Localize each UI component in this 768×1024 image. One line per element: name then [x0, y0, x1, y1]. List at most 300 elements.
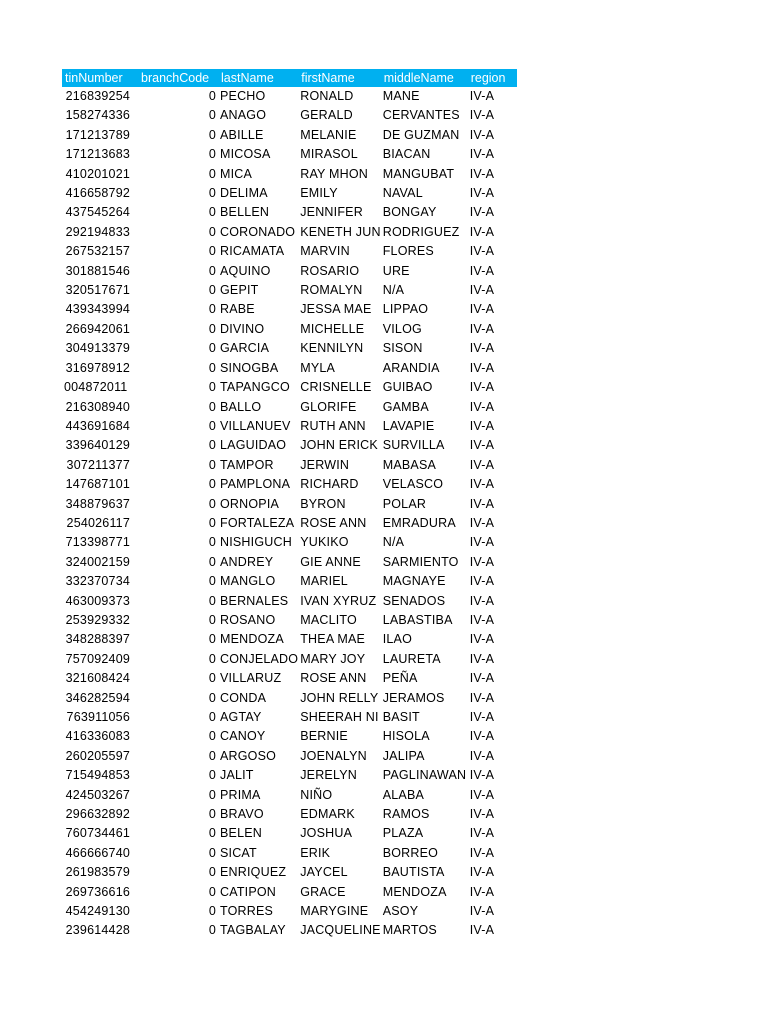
- cell-lastname[interactable]: CONJELADO: [220, 651, 299, 666]
- table-row[interactable]: [62, 359, 517, 378]
- cell-tinnumber[interactable]: 760734461: [65, 826, 130, 841]
- cell-branchcode[interactable]: 0: [208, 651, 216, 666]
- column-header-lastname[interactable]: lastName: [221, 71, 274, 85]
- cell-middlename[interactable]: GAMBA: [382, 399, 429, 414]
- table-row[interactable]: [62, 902, 517, 921]
- cell-region[interactable]: IV-A: [469, 477, 495, 492]
- cell-tinnumber[interactable]: 296632892: [65, 807, 130, 822]
- cell-tinnumber[interactable]: 321608424: [65, 671, 130, 686]
- cell-lastname[interactable]: AGTAY: [220, 710, 262, 724]
- cell-branchcode[interactable]: 0: [208, 826, 216, 841]
- cell-lastname[interactable]: DELIMA: [220, 186, 268, 201]
- cell-branchcode[interactable]: 0: [208, 360, 216, 375]
- cell-firstname[interactable]: MYLA: [300, 360, 336, 375]
- cell-region[interactable]: IV-A: [469, 904, 495, 919]
- cell-lastname[interactable]: RICAMATA: [220, 244, 285, 259]
- cell-middlename[interactable]: SISON: [382, 341, 423, 356]
- cell-middlename[interactable]: GUIBAO: [382, 380, 433, 395]
- cell-tinnumber[interactable]: 171213683: [65, 147, 130, 162]
- cell-region[interactable]: IV-A: [469, 768, 495, 783]
- cell-tinnumber[interactable]: 410201021: [65, 166, 130, 181]
- cell-tinnumber[interactable]: 348288397: [65, 632, 130, 647]
- cell-middlename[interactable]: ASOY: [382, 904, 419, 919]
- table-row[interactable]: [62, 921, 517, 940]
- cell-lastname[interactable]: TAPANGCO: [220, 380, 290, 395]
- cell-region[interactable]: IV-A: [469, 205, 495, 220]
- cell-tinnumber[interactable]: 463009373: [65, 593, 130, 608]
- cell-region[interactable]: IV-A: [469, 399, 495, 414]
- table-row[interactable]: [62, 165, 517, 184]
- cell-tinnumber[interactable]: 324002159: [65, 554, 130, 569]
- cell-branchcode[interactable]: 0: [208, 710, 216, 724]
- table-row[interactable]: [62, 533, 517, 552]
- cell-region[interactable]: IV-A: [469, 244, 495, 259]
- cell-middlename[interactable]: ALABA: [382, 787, 425, 802]
- cell-firstname[interactable]: MARY JOY: [300, 651, 366, 666]
- cell-middlename[interactable]: ARANDIA: [382, 360, 440, 375]
- table-row[interactable]: [62, 863, 517, 882]
- cell-firstname[interactable]: JAYCEL: [300, 865, 348, 880]
- cell-firstname[interactable]: NIÑO: [300, 787, 333, 802]
- cell-branchcode[interactable]: 0: [208, 186, 216, 201]
- cell-middlename[interactable]: LAURETA: [382, 651, 441, 666]
- table-row[interactable]: [62, 300, 517, 319]
- cell-middlename[interactable]: DE GUZMAN: [382, 127, 460, 142]
- cell-lastname[interactable]: SICAT: [220, 845, 257, 860]
- cell-region[interactable]: IV-A: [469, 360, 495, 375]
- cell-branchcode[interactable]: 0: [208, 224, 216, 239]
- cell-firstname[interactable]: MICHELLE: [300, 321, 365, 336]
- cell-region[interactable]: IV-A: [469, 729, 495, 744]
- cell-branchcode[interactable]: 0: [208, 205, 216, 220]
- table-row[interactable]: [62, 339, 517, 358]
- cell-tinnumber[interactable]: 171213789: [65, 127, 130, 142]
- cell-tinnumber[interactable]: 320517671: [65, 283, 130, 298]
- cell-firstname[interactable]: RONALD: [300, 89, 354, 103]
- cell-region[interactable]: IV-A: [469, 263, 495, 278]
- cell-firstname[interactable]: JACQUELINE: [300, 923, 381, 938]
- cell-branchcode[interactable]: 0: [208, 729, 216, 744]
- cell-tinnumber[interactable]: 267532157: [65, 244, 130, 259]
- cell-middlename[interactable]: FLORES: [382, 244, 434, 259]
- table-row[interactable]: [62, 106, 517, 125]
- cell-branchcode[interactable]: 0: [208, 108, 216, 123]
- cell-middlename[interactable]: N/A: [382, 535, 405, 550]
- cell-region[interactable]: IV-A: [469, 321, 495, 336]
- table-row[interactable]: [62, 747, 517, 766]
- cell-lastname[interactable]: BRAVO: [220, 807, 264, 822]
- cell-lastname[interactable]: PRIMA: [220, 787, 261, 802]
- cell-region[interactable]: IV-A: [469, 496, 495, 511]
- cell-branchcode[interactable]: 0: [208, 477, 216, 492]
- cell-lastname[interactable]: LAGUIDAO: [220, 438, 287, 453]
- cell-branchcode[interactable]: 0: [208, 690, 216, 705]
- cell-tinnumber[interactable]: 339640129: [65, 438, 130, 453]
- cell-region[interactable]: IV-A: [469, 380, 495, 395]
- table-row[interactable]: [62, 126, 517, 145]
- table-row[interactable]: [62, 203, 517, 222]
- cell-firstname[interactable]: EDMARK: [300, 807, 355, 822]
- cell-region[interactable]: IV-A: [469, 186, 495, 201]
- cell-middlename[interactable]: NAVAL: [382, 186, 423, 201]
- cell-region[interactable]: IV-A: [469, 632, 495, 647]
- cell-firstname[interactable]: MARIEL: [300, 574, 348, 589]
- cell-branchcode[interactable]: 0: [208, 574, 216, 589]
- cell-region[interactable]: IV-A: [469, 671, 495, 686]
- cell-region[interactable]: IV-A: [469, 554, 495, 569]
- cell-branchcode[interactable]: 0: [208, 515, 216, 530]
- cell-region[interactable]: IV-A: [469, 710, 495, 724]
- cell-tinnumber[interactable]: 466666740: [65, 845, 130, 860]
- cell-firstname[interactable]: ROSE ANN: [300, 515, 367, 530]
- cell-tinnumber[interactable]: 260205597: [65, 748, 130, 763]
- cell-middlename[interactable]: BIACAN: [382, 147, 431, 162]
- cell-firstname[interactable]: MIRASOL: [300, 147, 358, 162]
- cell-region[interactable]: IV-A: [469, 865, 495, 880]
- cell-middlename[interactable]: POLAR: [382, 496, 427, 511]
- cell-branchcode[interactable]: 0: [208, 593, 216, 608]
- cell-middlename[interactable]: URE: [382, 263, 410, 278]
- cell-firstname[interactable]: MACLITO: [300, 612, 357, 627]
- cell-firstname[interactable]: JERWIN: [300, 457, 350, 472]
- cell-tinnumber[interactable]: 216839254: [65, 89, 130, 103]
- cell-branchcode[interactable]: 0: [208, 321, 216, 336]
- cell-branchcode[interactable]: 0: [208, 166, 216, 181]
- cell-branchcode[interactable]: 0: [208, 496, 216, 511]
- cell-region[interactable]: IV-A: [469, 574, 495, 589]
- table-row[interactable]: [62, 242, 517, 261]
- cell-branchcode[interactable]: 0: [208, 127, 216, 142]
- table-row[interactable]: [62, 223, 517, 242]
- cell-branchcode[interactable]: 0: [208, 671, 216, 686]
- cell-lastname[interactable]: PAMPLONA: [220, 477, 291, 492]
- table-row[interactable]: [62, 669, 517, 688]
- cell-lastname[interactable]: BELLEN: [220, 205, 270, 220]
- cell-middlename[interactable]: MABASA: [382, 457, 437, 472]
- cell-region[interactable]: IV-A: [469, 418, 495, 433]
- table-row[interactable]: [62, 805, 517, 824]
- cell-middlename[interactable]: MAGNAYE: [382, 574, 446, 589]
- table-row[interactable]: [62, 689, 517, 708]
- cell-lastname[interactable]: BERNALES: [220, 593, 289, 608]
- column-header-region[interactable]: region: [470, 71, 506, 85]
- cell-branchcode[interactable]: 0: [208, 147, 216, 162]
- cell-branchcode[interactable]: 0: [208, 807, 216, 822]
- cell-middlename[interactable]: BAUTISTA: [382, 865, 445, 880]
- table-row[interactable]: [62, 611, 517, 630]
- table-row[interactable]: [62, 630, 517, 649]
- cell-middlename[interactable]: VELASCO: [382, 477, 444, 492]
- table-row[interactable]: [62, 378, 517, 397]
- cell-tinnumber[interactable]: 424503267: [65, 787, 130, 802]
- table-row[interactable]: [62, 592, 517, 611]
- cell-middlename[interactable]: MANE: [382, 89, 420, 103]
- cell-firstname[interactable]: RAY MHON: [300, 166, 369, 181]
- cell-firstname[interactable]: JENNIFER: [300, 205, 363, 220]
- cell-firstname[interactable]: GERALD: [300, 108, 353, 123]
- table-row[interactable]: [62, 398, 517, 417]
- cell-branchcode[interactable]: 0: [208, 535, 216, 550]
- cell-middlename[interactable]: LABASTIBA: [382, 612, 453, 627]
- cell-tinnumber[interactable]: 416658792: [65, 186, 130, 201]
- cell-firstname[interactable]: ERIK: [300, 845, 331, 860]
- cell-lastname[interactable]: CONDA: [220, 690, 267, 705]
- cell-tinnumber[interactable]: 713398771: [65, 535, 130, 550]
- cell-tinnumber[interactable]: 715494853: [65, 768, 130, 783]
- cell-region[interactable]: IV-A: [469, 89, 495, 103]
- table-row[interactable]: [62, 766, 517, 785]
- cell-firstname[interactable]: JOHN ERICK: [300, 438, 378, 453]
- cell-firstname[interactable]: JERELYN: [300, 768, 357, 783]
- cell-region[interactable]: IV-A: [469, 224, 495, 239]
- cell-branchcode[interactable]: 0: [208, 438, 216, 453]
- table-row[interactable]: [62, 650, 517, 669]
- table-row[interactable]: [62, 495, 517, 514]
- cell-firstname[interactable]: JOSHUA: [300, 826, 353, 841]
- cell-middlename[interactable]: JALIPA: [382, 748, 425, 763]
- cell-middlename[interactable]: MANGUBAT: [382, 166, 455, 181]
- cell-tinnumber[interactable]: 316978912: [65, 360, 130, 375]
- cell-tinnumber[interactable]: 216308940: [65, 399, 130, 414]
- cell-firstname[interactable]: GRACE: [300, 884, 346, 899]
- table-row[interactable]: [62, 727, 517, 746]
- column-header-firstname[interactable]: firstName: [301, 71, 355, 85]
- cell-tinnumber[interactable]: 147687101: [65, 477, 130, 492]
- cell-branchcode[interactable]: 0: [208, 865, 216, 880]
- cell-lastname[interactable]: TAGBALAY: [220, 923, 286, 938]
- cell-middlename[interactable]: LIPPAO: [382, 302, 429, 317]
- cell-lastname[interactable]: VILLANUEV: [220, 418, 291, 433]
- table-row[interactable]: [62, 553, 517, 572]
- cell-tinnumber[interactable]: 269736616: [65, 884, 130, 899]
- cell-region[interactable]: IV-A: [469, 438, 495, 453]
- cell-firstname[interactable]: ROMALYN: [300, 283, 363, 298]
- cell-middlename[interactable]: LAVAPIE: [382, 418, 435, 433]
- cell-region[interactable]: IV-A: [469, 108, 495, 123]
- cell-firstname[interactable]: GIE ANNE: [300, 554, 361, 569]
- table-row[interactable]: [62, 456, 517, 475]
- cell-firstname[interactable]: JOHN RELLY: [300, 690, 379, 705]
- table-row[interactable]: [62, 184, 517, 203]
- cell-firstname[interactable]: THEA MAE: [300, 632, 366, 647]
- cell-lastname[interactable]: AQUINO: [220, 263, 271, 278]
- cell-branchcode[interactable]: 0: [208, 904, 216, 919]
- cell-tinnumber[interactable]: 348879637: [65, 496, 130, 511]
- cell-firstname[interactable]: MARYGINE: [300, 904, 369, 919]
- cell-firstname[interactable]: RICHARD: [300, 477, 359, 492]
- cell-lastname[interactable]: MICOSA: [220, 147, 271, 162]
- table-row[interactable]: [62, 708, 517, 727]
- cell-region[interactable]: IV-A: [469, 612, 495, 627]
- cell-lastname[interactable]: VILLARUZ: [220, 671, 282, 686]
- cell-region[interactable]: IV-A: [469, 147, 495, 162]
- cell-branchcode[interactable]: 0: [208, 787, 216, 802]
- cell-region[interactable]: IV-A: [469, 884, 495, 899]
- cell-middlename[interactable]: BASIT: [382, 710, 420, 724]
- cell-firstname[interactable]: KENNILYN: [300, 341, 364, 356]
- cell-lastname[interactable]: BALLO: [220, 399, 262, 414]
- cell-branchcode[interactable]: 0: [208, 341, 216, 356]
- cell-lastname[interactable]: MANGLO: [220, 574, 276, 589]
- cell-lastname[interactable]: TORRES: [220, 904, 274, 919]
- cell-lastname[interactable]: TAMPOR: [220, 457, 274, 472]
- cell-tinnumber[interactable]: 261983579: [65, 865, 130, 880]
- cell-tinnumber[interactable]: 292194833: [65, 224, 130, 239]
- cell-branchcode[interactable]: 0: [208, 554, 216, 569]
- cell-middlename[interactable]: RAMOS: [382, 807, 430, 822]
- cell-region[interactable]: IV-A: [469, 593, 495, 608]
- cell-tinnumber[interactable]: 454249130: [65, 904, 130, 919]
- cell-middlename[interactable]: SENADOS: [382, 593, 446, 608]
- cell-middlename[interactable]: PEÑA: [382, 671, 418, 686]
- cell-tinnumber[interactable]: 239614428: [65, 923, 130, 938]
- cell-tinnumber[interactable]: 763911056: [66, 710, 130, 724]
- cell-middlename[interactable]: VILOG: [382, 321, 422, 336]
- cell-middlename[interactable]: RODRIGUEZ: [382, 224, 460, 239]
- table-row[interactable]: [62, 883, 517, 902]
- cell-branchcode[interactable]: 0: [208, 612, 216, 627]
- cell-region[interactable]: IV-A: [469, 515, 495, 530]
- cell-tinnumber[interactable]: 332370734: [65, 574, 130, 589]
- cell-lastname[interactable]: DIVINO: [220, 321, 265, 336]
- cell-tinnumber[interactable]: 443691684: [65, 418, 130, 433]
- cell-branchcode[interactable]: 0: [208, 845, 216, 860]
- cell-lastname[interactable]: MENDOZA: [220, 632, 284, 647]
- cell-firstname[interactable]: CRISNELLE: [300, 380, 372, 395]
- cell-middlename[interactable]: EMRADURA: [382, 515, 456, 530]
- cell-firstname[interactable]: ROSARIO: [300, 263, 360, 278]
- cell-middlename[interactable]: CERVANTES: [382, 108, 460, 123]
- cell-lastname[interactable]: RABE: [220, 302, 255, 317]
- cell-branchcode[interactable]: 0: [208, 399, 216, 414]
- column-header-branchcode[interactable]: branchCode: [141, 71, 210, 85]
- cell-lastname[interactable]: FORTALEZA: [220, 515, 295, 530]
- cell-tinnumber[interactable]: 757092409: [65, 651, 130, 666]
- cell-region[interactable]: IV-A: [469, 166, 495, 181]
- cell-lastname[interactable]: ROSANO: [220, 612, 276, 627]
- cell-lastname[interactable]: MICA: [220, 166, 253, 181]
- cell-lastname[interactable]: GARCIA: [220, 341, 270, 356]
- cell-branchcode[interactable]: 0: [208, 748, 216, 763]
- cell-lastname[interactable]: ENRIQUEZ: [220, 865, 287, 880]
- cell-branchcode[interactable]: 0: [208, 457, 216, 472]
- table-row[interactable]: [62, 824, 517, 843]
- cell-region[interactable]: IV-A: [469, 923, 495, 938]
- cell-lastname[interactable]: CATIPON: [220, 884, 277, 899]
- cell-lastname[interactable]: NISHIGUCH: [220, 535, 292, 550]
- table-row[interactable]: [62, 475, 517, 494]
- cell-lastname[interactable]: ORNOPIA: [220, 496, 280, 511]
- cell-middlename[interactable]: MARTOS: [382, 923, 437, 938]
- table-row[interactable]: [62, 87, 517, 106]
- cell-firstname[interactable]: JOENALYN: [300, 748, 367, 763]
- cell-firstname[interactable]: YUKIKO: [300, 535, 349, 550]
- cell-tinnumber[interactable]: 158274336: [65, 108, 130, 123]
- cell-region[interactable]: IV-A: [469, 535, 495, 550]
- cell-firstname[interactable]: RUTH ANN: [300, 418, 366, 433]
- cell-branchcode[interactable]: 0: [208, 89, 216, 103]
- cell-branchcode[interactable]: 0: [208, 884, 216, 899]
- cell-lastname[interactable]: ARGOSO: [220, 748, 277, 763]
- cell-middlename[interactable]: PLAZA: [382, 826, 424, 841]
- cell-firstname[interactable]: MELANIE: [300, 127, 357, 142]
- cell-middlename[interactable]: JERAMOS: [382, 690, 445, 705]
- table-row[interactable]: [62, 262, 517, 281]
- cell-middlename[interactable]: N/A: [382, 283, 405, 298]
- cell-branchcode[interactable]: 0: [208, 380, 216, 395]
- cell-tinnumber[interactable]: 266942061: [65, 321, 130, 336]
- cell-tinnumber[interactable]: 301881546: [65, 263, 130, 278]
- cell-region[interactable]: IV-A: [469, 807, 495, 822]
- table-row[interactable]: [62, 281, 517, 300]
- cell-region[interactable]: IV-A: [469, 845, 495, 860]
- cell-tinnumber[interactable]: 253929332: [65, 612, 130, 627]
- cell-lastname[interactable]: CANOY: [220, 729, 266, 744]
- cell-region[interactable]: IV-A: [469, 127, 495, 142]
- cell-region[interactable]: IV-A: [469, 302, 495, 317]
- cell-lastname[interactable]: PECHO: [220, 89, 266, 103]
- cell-middlename[interactable]: PAGLINAWAN: [382, 768, 467, 783]
- cell-middlename[interactable]: BORREO: [382, 845, 439, 860]
- cell-tinnumber[interactable]: 346282594: [65, 690, 130, 705]
- cell-tinnumber[interactable]: 304913379: [65, 341, 130, 356]
- cell-lastname[interactable]: SINOGBA: [220, 360, 279, 375]
- cell-branchcode[interactable]: 0: [208, 263, 216, 278]
- cell-region[interactable]: IV-A: [469, 651, 495, 666]
- cell-middlename[interactable]: MENDOZA: [382, 884, 447, 899]
- table-row[interactable]: [62, 417, 517, 436]
- cell-middlename[interactable]: BONGAY: [382, 205, 437, 220]
- cell-branchcode[interactable]: 0: [208, 418, 216, 433]
- table-row[interactable]: [62, 514, 517, 533]
- cell-branchcode[interactable]: 0: [208, 302, 216, 317]
- cell-branchcode[interactable]: 0: [208, 768, 216, 783]
- cell-branchcode[interactable]: 0: [208, 632, 216, 647]
- cell-middlename[interactable]: ILAO: [382, 632, 413, 647]
- table-row[interactable]: [62, 572, 517, 591]
- cell-lastname[interactable]: GEPIT: [220, 283, 259, 298]
- table-row[interactable]: [62, 844, 517, 863]
- cell-firstname[interactable]: IVAN XYRUZ: [300, 593, 377, 608]
- cell-firstname[interactable]: JESSA MAE: [300, 302, 372, 317]
- cell-tinnumber[interactable]: 439343994: [65, 302, 130, 317]
- cell-lastname[interactable]: JALIT: [220, 768, 254, 783]
- cell-tinnumber[interactable]: 416336083: [65, 729, 130, 744]
- cell-branchcode[interactable]: 0: [208, 923, 216, 938]
- cell-middlename[interactable]: SARMIENTO: [382, 554, 459, 569]
- cell-tinnumber[interactable]: 307211377: [66, 457, 130, 472]
- cell-firstname[interactable]: BERNIE: [300, 729, 348, 744]
- cell-lastname[interactable]: ANAGO: [220, 108, 267, 123]
- cell-branchcode[interactable]: 0: [208, 244, 216, 259]
- cell-tinnumber[interactable]: 004872011: [64, 380, 128, 395]
- cell-region[interactable]: IV-A: [469, 690, 495, 705]
- cell-firstname[interactable]: GLORIFE: [300, 399, 357, 414]
- cell-firstname[interactable]: ROSE ANN: [300, 671, 367, 686]
- cell-region[interactable]: IV-A: [469, 748, 495, 763]
- cell-lastname[interactable]: CORONADO: [220, 224, 296, 239]
- cell-firstname[interactable]: BYRON: [300, 496, 346, 511]
- cell-firstname[interactable]: MARVIN: [300, 244, 350, 259]
- column-header-middlename[interactable]: middleName: [383, 71, 454, 85]
- cell-region[interactable]: IV-A: [469, 283, 495, 298]
- cell-lastname[interactable]: ABILLE: [220, 127, 264, 142]
- cell-middlename[interactable]: HISOLA: [382, 729, 430, 744]
- cell-lastname[interactable]: ANDREY: [220, 554, 274, 569]
- table-row[interactable]: [62, 786, 517, 805]
- cell-tinnumber[interactable]: 254026117: [66, 515, 130, 530]
- column-header-tinnumber[interactable]: tinNumber: [65, 71, 123, 85]
